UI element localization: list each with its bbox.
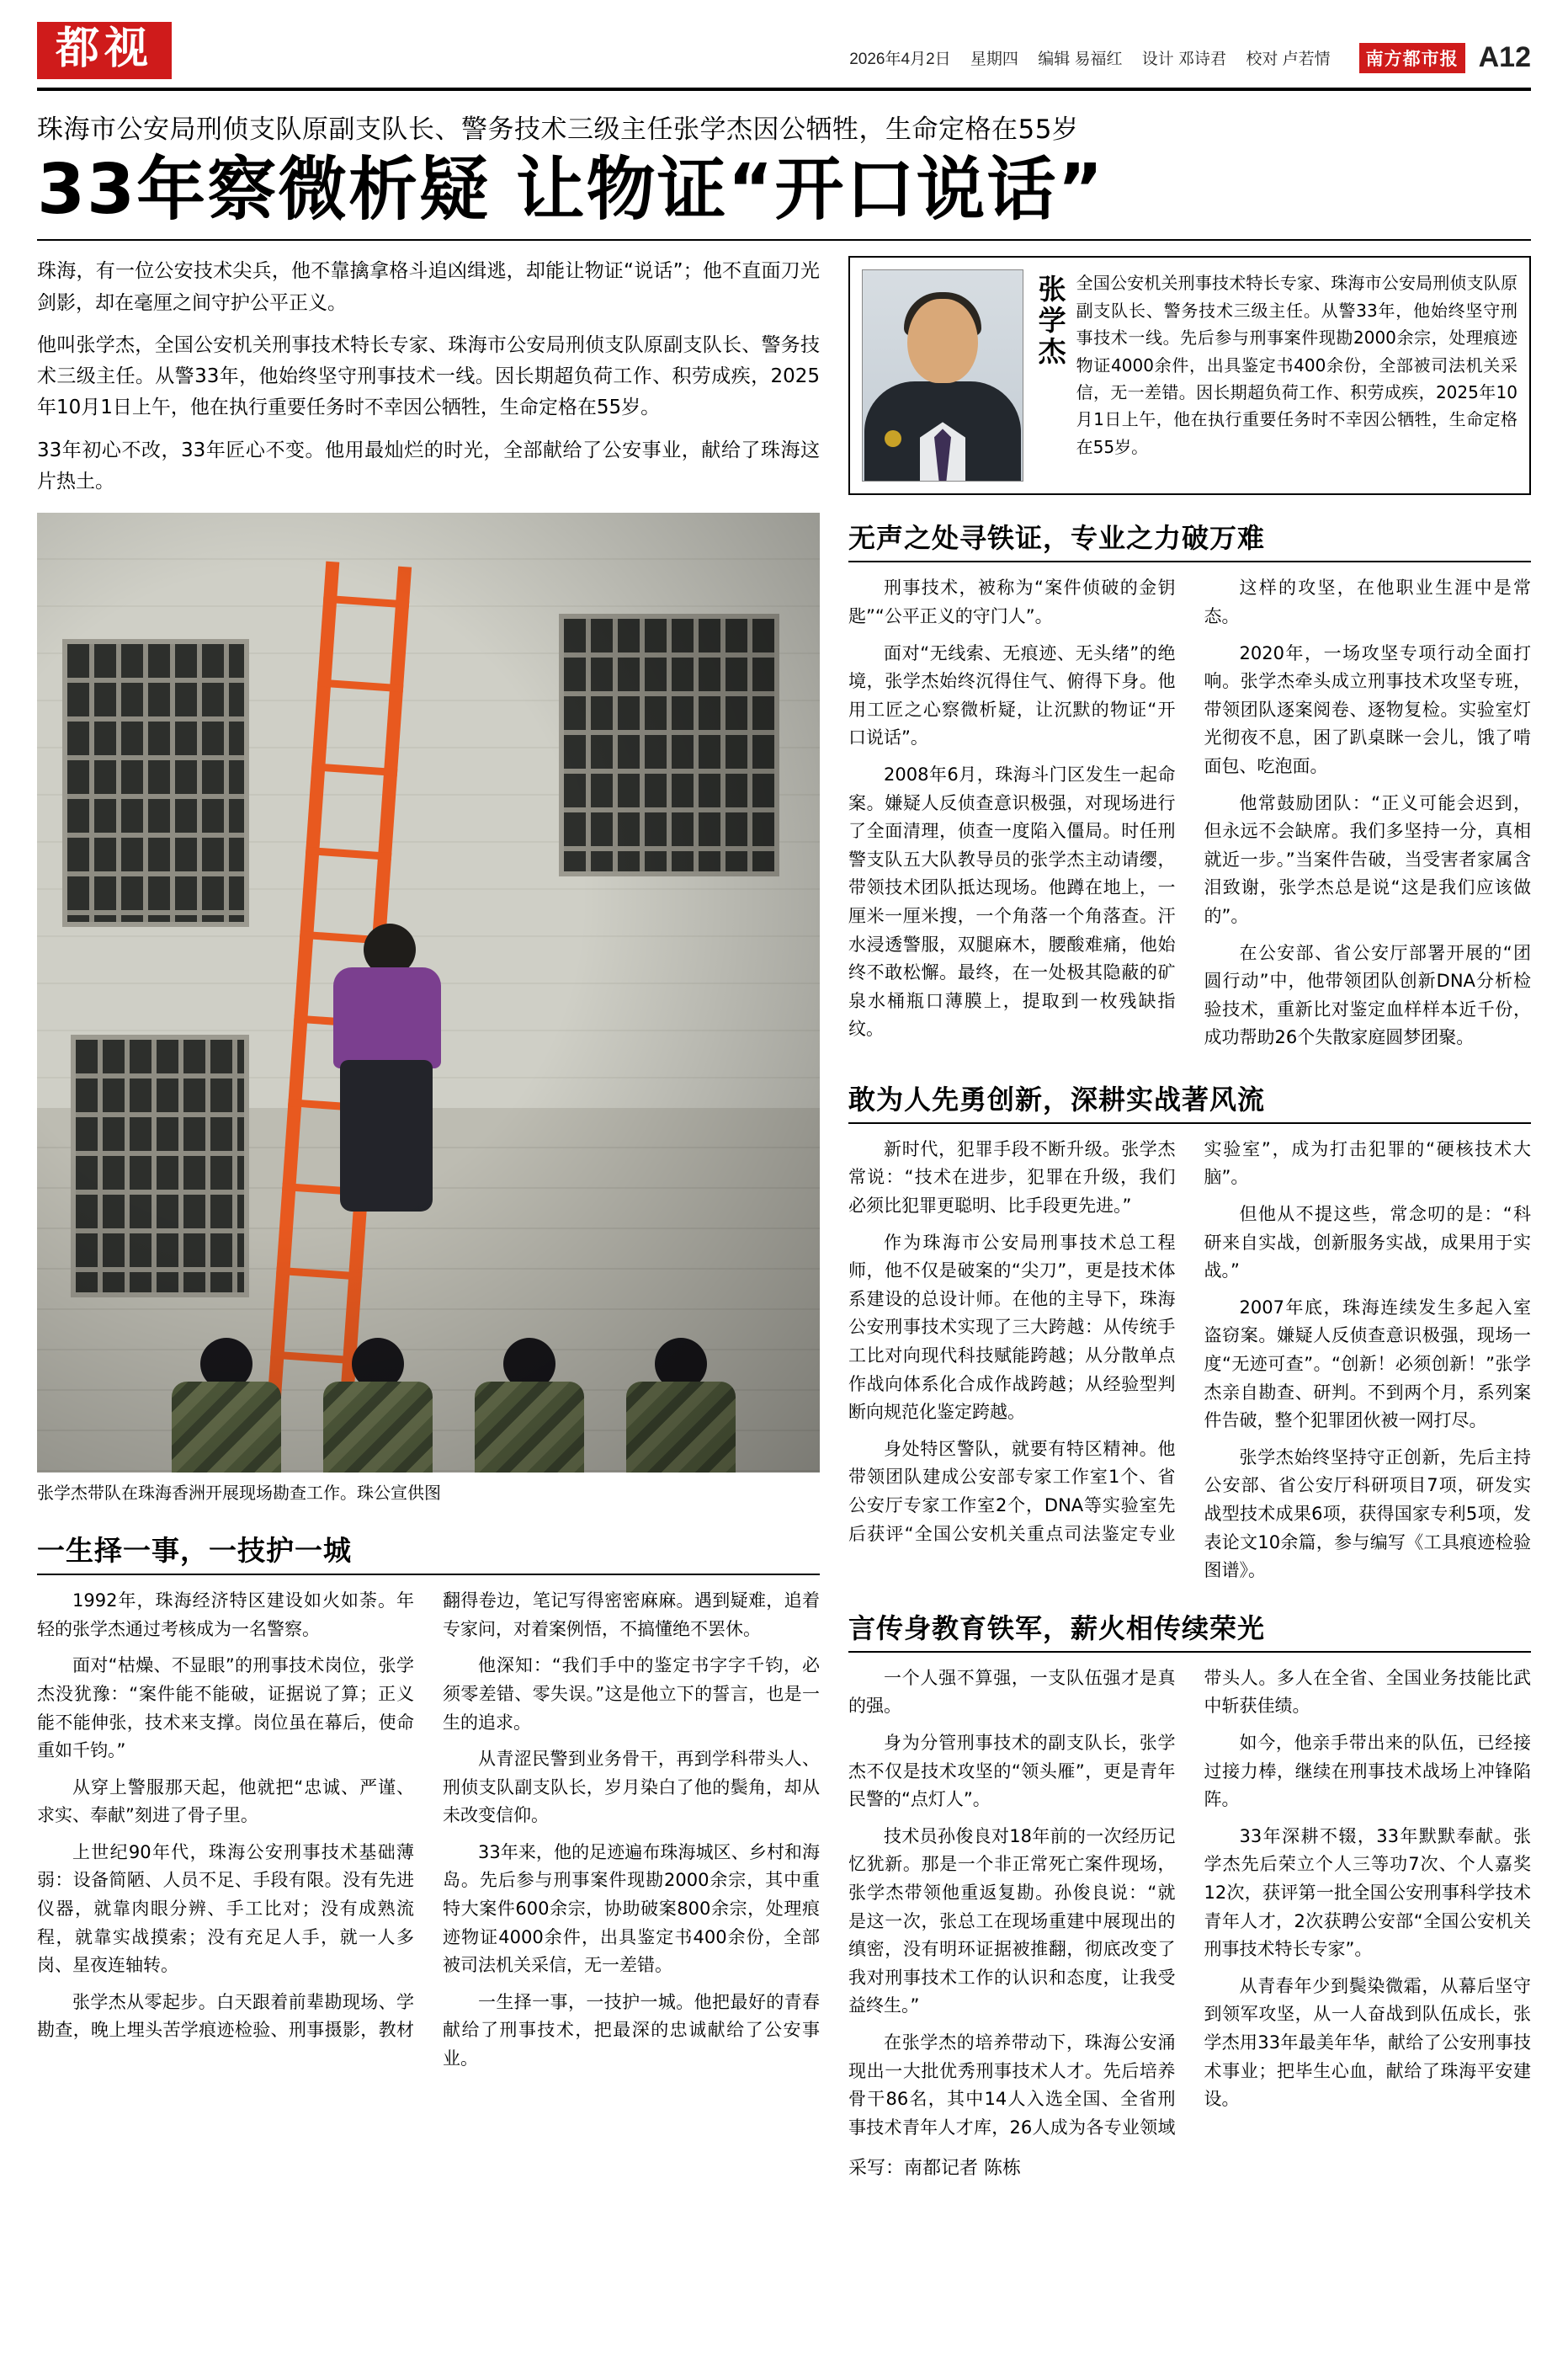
section-title-2: 敢为人先勇创新，深耕实战著风流: [848, 1083, 1266, 1116]
s2-p4: 但他从不提这些，常念叨的是：“科研来自实战，创新服务实战，成果用于实战。”: [1204, 1204, 1531, 1281]
s4-p7: 从青春年少到鬓染微霜，从幕后坚守到领军攻坚，从一人奋战到队伍成长，张学杰用33年最美年华，献给了公安刑事技术事业；把毕生心血，献给了珠海平安建设。: [1204, 1975, 1531, 2110]
section-title-4: 言传身教育铁军，薪火相传续荣光: [848, 1611, 1266, 1644]
profile-name: 张学杰: [1034, 274, 1067, 369]
section-divider-3: [37, 1574, 820, 1575]
s3-p5: 张学杰从零起步。白天跟着前辈勘现场、学勘查，晚上埋头苦学痕迹检验、刑事摄影，教材翻得卷边，笔记写得密密麻麻。遇到疑难，追着专家问，对着案例悟，不搞懂绝不罢休。: [37, 1590, 820, 2041]
publish-date: 2026年4月2日: [849, 51, 951, 68]
page-title: 33年察微析疑 让物证“开口说话”: [37, 149, 1105, 230]
page-number: A12: [1478, 41, 1531, 73]
photo-caption: 张学杰带队在珠海香洲开展现场勘查工作。珠公宣供图: [37, 1483, 441, 1504]
paper-logo: 南方都市报: [1359, 43, 1465, 73]
byline: 采写：南都记者 陈栋: [848, 2158, 1021, 2180]
lead-p2: 他叫张学杰，全国公安机关刑事技术特长专家、珠海市公安局刑侦支队原副支队长、警务技术三级主任。从警33年，他始终坚守刑事技术一线。因长期超负荷工作、积劳成疾，2025年10月1日上午，他在执行重要任务时不幸因公牺牲，生命定格在55岁。: [37, 333, 820, 419]
headline-kicker: 珠海市公安局刑侦支队原副支队长、警务技术三级主任张学杰因公牺牲，生命定格在55岁: [37, 115, 1079, 145]
s1-p7: 在公安部、省公安厅部署开展的“团圆行动”中，他带领团队创新DNA分析检验技术，重新比对鉴定血样样本近千份，成功帮助26个失散家庭圆梦团聚。: [1204, 942, 1531, 1048]
s2-p2: 作为珠海市公安局刑事技术总工程师，他不仅是破案的“尖刀”，更是技术体系建设的总设计师。在他的主导下，珠海公安刑事技术实现了三大跨越：从传统手工比对向现代科技赋能跨越；从分散单点作战向体系化合成作战跨越；从经验型判断向规范化鉴定跨越。: [848, 1232, 1176, 1423]
s1-p1: 刑事技术，被称为“案件侦破的金钥匙”“公平正义的守门人”。: [848, 578, 1176, 626]
s1-p2: 面对“无线索、无痕迹、无头绪”的绝境，张学杰始终沉得住气、俯得下身。他用工匠之心察微析疑，让沉默的物证“开口说话”。: [848, 642, 1176, 748]
lead-p1: 珠海，有一位公安技术尖兵，他不靠擒拿格斗追凶缉逃，却能让物证“说话”；他不直面刀光剑影，却在毫厘之间守护公平正义。: [37, 260, 820, 314]
section-body-3: [37, 1587, 820, 2082]
headline-divider: [37, 239, 1531, 241]
masthead-left: [37, 22, 172, 79]
s3-p4: 上世纪90年代，珠海公安刑事技术基础薄弱：设备简陋、人员不足、手段有限。没有先进仪器，就靠肉眼分辨、手工比对；没有成熟流程，就靠实战摸索；没有充足人手，就一人多岗、星夜连轴转。: [37, 1841, 414, 1976]
s2-p5: 2007年底，珠海连续发生多起入室盗窃案。嫌疑人反侦查意识极强，现场一度“无迹可查”。“创新！必须创新！”张学杰亲自勘查、研判。不到两个月，系列案件告破，整个犯罪团伙被一网打尽。: [1204, 1297, 1531, 1431]
section-body-4: [848, 1664, 1531, 2143]
s1-p4: 这样的攻坚，在他职业生涯中是常态。: [1204, 578, 1531, 626]
section-badge: 都视: [37, 22, 172, 79]
section-body-1: [848, 574, 1531, 1057]
s2-p6: 张学杰始终坚持守正创新，先后主持公安部、省公安厅科研项目7项，研发实战型技术成果6项，获得国家专利5项，发表论文10余篇，参与编写《工具痕迹检验图谱》。: [1204, 1446, 1531, 1581]
masthead-right: [849, 41, 1531, 79]
profile-box: [848, 256, 1531, 495]
s4-p2: 身为分管刑事技术的副支队长，张学杰不仅是技术攻坚的“领头雁”，更是青年民警的“点灯人”。: [848, 1732, 1176, 1810]
section-divider-2: [848, 1122, 1531, 1124]
lead-p3: 33年初心不改，33年匠心不变。他用最灿烂的时光，全部献给了公安事业，献给了珠海这片热土。: [37, 439, 820, 493]
profile-bio: 全国公安机关刑事技术特长专家、珠海市公安局刑侦支队原副支队长、警务技术三级主任。从警33年，他始终坚守刑事技术一线。先后参与刑事案件现勘2000余宗，处理痕迹物证4000余件，出具鉴定书400余份，全部被司法机关采信，无一差错。因长期超负荷工作、积劳成疾，2025年10月1日上午，他在执行重要任务时不幸因公牺牲，生命定格在55岁。: [1076, 273, 1518, 457]
s4-p5: 如今，他亲手带出来的队伍，已经接过接力棒，继续在刑事技术战场上冲锋陷阵。: [1204, 1732, 1531, 1810]
editor: 编辑 易福红: [1038, 51, 1123, 68]
content-columns: [37, 256, 1531, 2180]
s4-p1: 一个人强不算强，一支队伍强才是真的强。: [848, 1667, 1176, 1717]
masthead: [37, 22, 1531, 91]
right-column: [848, 256, 1531, 2180]
main-photo-figure: [37, 513, 820, 1505]
masthead-meta: [849, 46, 1345, 69]
weekday: 星期四: [970, 51, 1018, 68]
lead-paragraphs: [37, 256, 820, 498]
s2-p3: 身处特区警队，就要有特区精神。他带领团队建成公安部专家工作室1个、省公安厅专家工作室2个，DNA等实验室先后获评“全国公安机关重点司法鉴定专业实验室”，成为打击犯罪的“硬核技术大脑”。: [848, 1138, 1531, 1544]
section-title-1: 无声之处寻铁证，专业之力破万难: [848, 522, 1266, 555]
left-column: [37, 256, 820, 2180]
designer: 设计 邓诗君: [1141, 51, 1227, 68]
s3-p1: 1992年，珠海经济特区建设如火如荼。年轻的张学杰通过考核成为一名警察。: [37, 1590, 414, 1639]
photo-vignette: [37, 513, 820, 1473]
proofreader: 校对 卢若情: [1246, 51, 1331, 68]
s3-p6: 他深知：“我们手中的鉴定书字字千钧，必须零差错、零失误。”这是他立下的誓言，也是一生的追求。: [443, 1655, 820, 1733]
avatar: [862, 269, 1023, 482]
s3-p2: 面对“枯燥、不显眼”的刑事技术岗位，张学杰没犹豫：“案件能不能破，证据说了算；正义能不能伸张，技术来支撑。岗位虽在幕后，使命重如千钧。”: [37, 1655, 414, 1761]
s1-p5: 2020年，一场攻坚专项行动全面打响。张学杰牵头成立刑事技术攻坚专班，带领团队逐案阅卷、逐物复检。实验室灯光彻夜不息，困了趴桌眯一会儿，饿了啃面包、吃泡面。: [1204, 642, 1531, 776]
s1-p6: 他常鼓励团队：“正义可能会迟到，但永远不会缺席。我们多坚持一分，真相就近一步。”当案件告破，当受害者家属含泪致谢，张学杰总是说“这是我们应该做的”。: [1204, 792, 1531, 926]
section-body-2: [848, 1136, 1531, 1585]
s3-p3: 从穿上警服那天起，他就把“忠诚、严谨、求实、奉献”刻进了骨子里。: [37, 1776, 414, 1826]
s1-p3: 2008年6月，珠海斗门区发生一起命案。嫌疑人反侦查意识极强，对现场进行了全面清理，侦查一度陷入僵局。时任刑警支队五大队教导员的张学杰主动请缨，带领技术团队抵达现场。他蹲在地上，一厘米一厘米搜，一个角落一个角落查。汗水浸透警服，双腿麻木，腰酸难痛，他始终不敢松懈。最终，在一处极其隐蔽的矿泉水桶瓶口薄膜上，提取到一枚残缺指纹。: [848, 764, 1176, 1040]
s4-p6: 33年深耕不辍，33年默默奉献。张学杰先后荣立个人三等功7次、个人嘉奖12次，获评第一批全国公安刑事科学技术青年人才，2次获聘公安部“全国公安机关刑事技术特长专家”。: [1204, 1825, 1531, 1960]
s4-p4: 在张学杰的培养带动下，珠海公安涌现出一大批优秀刑事技术人才。先后培养骨干86名，其中14人入选全国、全省刑事技术青年人才库，26人成为各专业领域带头人。多人在全省、全国业务技能比武中斩获佳绩。: [848, 1667, 1531, 2138]
section-divider-4: [848, 1651, 1531, 1653]
s2-p1: 新时代，犯罪手段不断升级。张学杰常说：“技术在进步，犯罪在升级，我们必须比犯罪更聪明、比手段更先进。”: [848, 1138, 1176, 1217]
s3-p7: 从青涩民警到业务骨干，再到学科带头人、刑侦支队副支队长，岁月染白了他的鬓角，却从未改变信仰。: [443, 1749, 820, 1826]
section-divider-1: [848, 561, 1531, 562]
s3-p9: 一生择一事，一技护一城。他把最好的青春献给了刑事技术，把最深的忠诚献给了公安事业。: [443, 1991, 820, 2069]
s4-p3: 技术员孙俊良对18年前的一次经历记忆犹新。那是一个非正常死亡案件现场，张学杰带领他重返复勘。孙俊良说：“就是这一次，张总工在现场重建中展现出的缜密，没有明环证据被推翻，彻底改变了我对刑事技术工作的认识和态度，让我受益终生。”: [848, 1825, 1176, 2016]
s3-p8: 33年来，他的足迹遍布珠海城区、乡村和海岛。先后参与刑事案件现勘2000余宗，其中重特大案件600余宗，协助破案800余宗，处理痕迹物证4000余件，出具鉴定书400余份，全部被司法机关采信，无一差错。: [443, 1841, 820, 1976]
scene-photo: [37, 513, 820, 1473]
section-title-3: 一生择一事，一技护一城: [37, 1534, 352, 1568]
